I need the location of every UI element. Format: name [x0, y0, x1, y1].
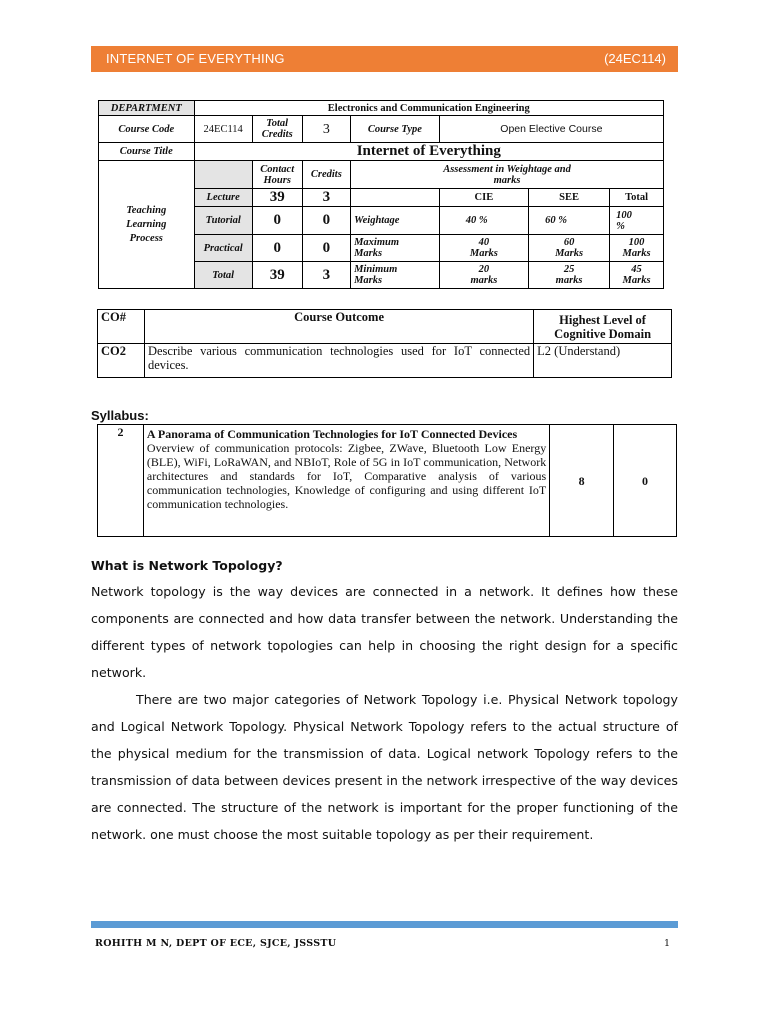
weightage-cie: 40 %: [439, 207, 528, 235]
maximum-marks-label: Maximum Marks: [351, 235, 440, 262]
lecture-credits: 3: [302, 189, 351, 207]
co-number-header: CO#: [98, 310, 145, 344]
assessment-label: Assessment in Weightage and marks: [351, 161, 664, 189]
total-row-hours: 39: [252, 262, 302, 289]
syllabus-table: [97, 424, 677, 537]
cognitive-domain-header: Highest Level of Cognitive Domain: [534, 310, 672, 344]
department-value: Electronics and Communication Engineering: [194, 101, 663, 116]
credits-label: Credits: [302, 161, 351, 189]
department-label: DEPARTMENT: [99, 101, 195, 116]
maximum-marks-cie: 40 Marks: [439, 235, 528, 262]
blank-cell: [194, 161, 252, 189]
module-number: 2: [98, 425, 144, 537]
course-outcome-table: [97, 309, 672, 378]
teaching-learning-process-label: Teaching Learning Process: [99, 161, 195, 289]
page-number: 1: [664, 938, 671, 949]
module-extra-hours: 0: [614, 425, 677, 537]
tutorial-label: Tutorial: [194, 207, 252, 235]
course-details-table: [98, 100, 664, 289]
cognitive-level: L2 (Understand): [534, 344, 672, 378]
practical-credits: 0: [302, 235, 351, 262]
header-title: INTERNET OF EVERYTHING: [106, 51, 285, 66]
course-type-value: Open Elective Course: [439, 116, 663, 143]
course-title-value: Internet of Everything: [194, 143, 663, 161]
weightage-label: Weightage: [351, 207, 440, 235]
cie-header: CIE: [439, 189, 528, 207]
practical-label: Practical: [194, 235, 252, 262]
maximum-marks-see: 60 Marks: [529, 235, 610, 262]
total-header: Total: [610, 189, 664, 207]
co-number: CO2: [98, 344, 145, 378]
minimum-marks-total: 45 Marks: [610, 262, 664, 289]
minimum-marks-label: Minimum Marks: [351, 262, 440, 289]
maximum-marks-total: 100 Marks: [610, 235, 664, 262]
section-heading: What is Network Topology?: [91, 558, 283, 573]
footer-divider: [91, 921, 678, 928]
course-outcome-text: Describe various communication technologies used for IoT connected devices.: [144, 344, 533, 378]
total-credits-value: 3: [302, 116, 351, 143]
syllabus-label: Syllabus:: [91, 408, 149, 423]
total-row-credits: 3: [302, 262, 351, 289]
course-code-value: 24EC114: [194, 116, 252, 143]
total-row-label: Total: [194, 262, 252, 289]
footer-author: ROHITH M N, DEPT OF ECE, SJCE, JSSSTU: [95, 938, 337, 949]
paragraph-2: There are two major categories of Network Topology i.e. Physical Network topology and Logical Network Topology. Physical Network Topology refers to the actual structure of the physical medium for the transmission of data. Logical network Topology refers to the transmission of data between devices present in the network irrespective of the way devices are connected. The structure of the network is important for the proper functioning of the network. one must choose the most suitable topology as per their requirement.: [91, 692, 678, 842]
module-title: A Panorama of Communication Technologies for IoT Connected Devices: [146, 427, 518, 441]
lecture-label: Lecture: [194, 189, 252, 207]
header-course-code: (24EC114): [604, 51, 666, 66]
course-title-label: Course Title: [99, 143, 195, 161]
minimum-marks-cie: 20 marks: [439, 262, 528, 289]
blank-cell: [351, 189, 440, 207]
weightage-total: 100 %: [610, 207, 664, 235]
weightage-see: 60 %: [529, 207, 610, 235]
course-type-label: Course Type: [351, 116, 440, 143]
tutorial-credits: 0: [302, 207, 351, 235]
contact-hours-label: Contact Hours: [252, 161, 302, 189]
paragraph-1: Network topology is the way devices are connected in a network. It defines how these components are connected and how data transfer between the network. Understanding the different types of network topologies can help in choosing the right design for a specific network.: [91, 584, 678, 680]
course-outcome-header: Course Outcome: [144, 310, 533, 344]
tutorial-hours: 0: [252, 207, 302, 235]
module-description: Overview of communication protocols: Zigbee, ZWave, Bluetooth Low Energy (BLE), WiFi, LoRaWAN, and NBIoT, Role of 5G in IoT communication, Network architectures and standards for IoT, Comparative analysis of various communication technologies, Knowledge of configuring and using different IoT communication technologies.: [146, 441, 547, 511]
module-hours: 8: [550, 425, 614, 537]
header-bar: [91, 46, 678, 72]
see-header: SEE: [529, 189, 610, 207]
module-content: [143, 425, 549, 537]
minimum-marks-see: 25 marks: [529, 262, 610, 289]
total-credits-label: Total Credits: [252, 116, 302, 143]
lecture-hours: 39: [252, 189, 302, 207]
course-code-label: Course Code: [99, 116, 195, 143]
practical-hours: 0: [252, 235, 302, 262]
